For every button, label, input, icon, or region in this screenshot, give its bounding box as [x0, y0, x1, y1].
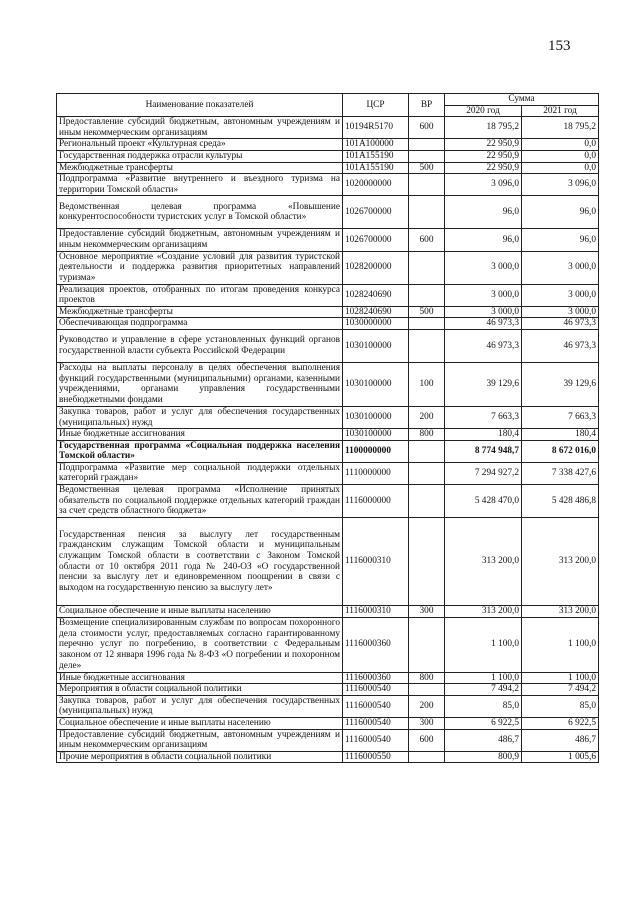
row-csr: 1116000540 [343, 729, 409, 751]
row-amount-2021: 3 096,0 [522, 174, 599, 196]
row-vr: 100 [409, 362, 445, 406]
table-row [57, 485, 599, 518]
row-vr [409, 485, 445, 518]
row-name: Реализация проектов, отобранных по итогам проведения конкурса проектов [57, 284, 343, 306]
row-amount-2021: 0,0 [522, 139, 599, 151]
table-row [57, 196, 599, 229]
row-amount-2021: 7 663,3 [522, 406, 599, 428]
table-row [57, 251, 599, 284]
row-csr: 1028200000 [343, 251, 409, 284]
row-amount-2020: 6 922,5 [445, 718, 522, 730]
row-name: Социальное обеспечение и иные выплаты населению [57, 606, 343, 618]
row-csr: 1116000360 [343, 617, 409, 672]
budget-table [56, 93, 599, 763]
row-vr [409, 196, 445, 229]
row-name: Подпрограмма «Развитие мер социальной поддержки отдельных категорий граждан» [57, 462, 343, 484]
page-number: 153 [548, 38, 571, 54]
row-amount-2020: 3 096,0 [445, 174, 522, 196]
row-name: Государственная поддержка отрасли культуры [57, 150, 343, 162]
row-vr: 500 [409, 306, 445, 318]
row-csr: 10194R5170 [343, 117, 409, 139]
row-name: Ведомственная целевая программа «Исполнение принятых обязательств по социальной поддержке отдельных категорий граждан за счет средств областного бюджета» [57, 485, 343, 518]
row-csr: 1030100000 [343, 406, 409, 428]
row-vr [409, 318, 445, 330]
table-row [57, 695, 599, 717]
row-vr: 200 [409, 695, 445, 717]
table-row [57, 729, 599, 751]
table-row [57, 139, 599, 151]
row-amount-2021: 180,4 [522, 429, 599, 441]
row-name: Руководство и управление в сфере установленных функций органов государственной власти субъекта Российской Федерации [57, 329, 343, 362]
row-amount-2020: 3 000,0 [445, 284, 522, 306]
row-vr: 800 [409, 429, 445, 441]
row-amount-2020: 1 100,0 [445, 617, 522, 672]
row-vr: 600 [409, 117, 445, 139]
row-amount-2021: 96,0 [522, 229, 599, 251]
table-header [57, 94, 599, 117]
row-csr: 1116000360 [343, 672, 409, 684]
row-name: Обеспечивающая подпрограмма [57, 318, 343, 330]
row-amount-2020: 180,4 [445, 429, 522, 441]
row-vr [409, 617, 445, 672]
row-amount-2020: 39 129,6 [445, 362, 522, 406]
row-csr: 1116000540 [343, 684, 409, 696]
row-vr [409, 329, 445, 362]
row-name: Иные бюджетные ассигнования [57, 429, 343, 441]
row-csr: 1110000000 [343, 462, 409, 484]
row-csr: 101A100000 [343, 139, 409, 151]
table-row [57, 518, 599, 606]
table-body [57, 117, 599, 763]
row-name: Расходы на выплаты персоналу в целях обеспечения выполнения функций государственными (муниципальными) органами, казенными учреждениями, органами управления государственными внебюджетными фондами [57, 362, 343, 406]
row-amount-2020: 5 428 470,0 [445, 485, 522, 518]
table-row [57, 462, 599, 484]
table-row [57, 306, 599, 318]
row-amount-2021: 3 000,0 [522, 306, 599, 318]
row-amount-2020: 313 200,0 [445, 518, 522, 606]
row-amount-2020: 22 950,9 [445, 162, 522, 174]
row-amount-2021: 46 973,3 [522, 318, 599, 330]
header-sum: Сумма [445, 94, 599, 106]
row-csr: 1116000540 [343, 718, 409, 730]
row-amount-2021: 85,0 [522, 695, 599, 717]
row-amount-2020: 3 000,0 [445, 306, 522, 318]
row-amount-2021: 18 795,2 [522, 117, 599, 139]
row-csr: 1116000550 [343, 751, 409, 763]
row-vr [409, 751, 445, 763]
row-amount-2020: 800,9 [445, 751, 522, 763]
row-csr: 1020000000 [343, 174, 409, 196]
row-name: Основное мероприятие «Создание условий для развития туристской деятельности и поддержка развития приоритетных направлений туризма» [57, 251, 343, 284]
row-csr: 101A155190 [343, 150, 409, 162]
table-row [57, 751, 599, 763]
row-vr: 600 [409, 729, 445, 751]
row-name: Закупка товаров, работ и услуг для обеспечения государственных (муниципальных) нужд [57, 406, 343, 428]
row-name: Межбюджетные трансферты [57, 306, 343, 318]
row-name: Региональный проект «Культурная среда» [57, 139, 343, 151]
row-vr [409, 251, 445, 284]
row-vr [409, 518, 445, 606]
row-name: Государственная пенсия за выслугу лет государственным гражданским служащим Томской области и муниципальным служащим Томской области в соответствии с Законом Томской области от 10 октября 2011 года № 240-ОЗ «О государственной пенсии за выслугу лет и единовременном поощрении в связи с выходом на государственную пенсию за выслугу лет» [57, 518, 343, 606]
row-csr: 1030100000 [343, 329, 409, 362]
row-vr: 300 [409, 718, 445, 730]
row-amount-2020: 18 795,2 [445, 117, 522, 139]
row-amount-2020: 46 973,3 [445, 329, 522, 362]
table-row [57, 406, 599, 428]
row-vr: 600 [409, 229, 445, 251]
table-row [57, 429, 599, 441]
row-amount-2021: 46 973,3 [522, 329, 599, 362]
row-csr: 1116000310 [343, 606, 409, 618]
row-name: Государственная программа «Социальная поддержка населения Томской области» [57, 440, 343, 462]
header-csr: ЦСР [343, 94, 409, 117]
table-row [57, 318, 599, 330]
row-amount-2021: 313 200,0 [522, 606, 599, 618]
row-csr: 1030000000 [343, 318, 409, 330]
table-row [57, 229, 599, 251]
row-vr: 300 [409, 606, 445, 618]
row-vr: 200 [409, 406, 445, 428]
row-amount-2020: 7 294 927,2 [445, 462, 522, 484]
row-amount-2021: 1 100,0 [522, 617, 599, 672]
row-vr: 500 [409, 162, 445, 174]
table-row [57, 718, 599, 730]
row-vr [409, 440, 445, 462]
row-amount-2020: 7 663,3 [445, 406, 522, 428]
table-row [57, 117, 599, 139]
row-amount-2021: 1 100,0 [522, 672, 599, 684]
row-csr: 1116000000 [343, 485, 409, 518]
row-vr: 800 [409, 672, 445, 684]
row-amount-2020: 313 200,0 [445, 606, 522, 618]
row-vr [409, 284, 445, 306]
row-amount-2020: 3 000,0 [445, 251, 522, 284]
row-amount-2020: 8 774 948,7 [445, 440, 522, 462]
row-amount-2021: 313 200,0 [522, 518, 599, 606]
table-row [57, 672, 599, 684]
row-name: Предоставление субсидий бюджетным, автономным учреждениям и иным некоммерческим организациям [57, 229, 343, 251]
row-vr [409, 684, 445, 696]
row-csr: 1026700000 [343, 229, 409, 251]
table-row [57, 684, 599, 696]
row-csr: 1030100000 [343, 429, 409, 441]
row-name: Ведомственная целевая программа «Повышение конкурентоспособности туристских услуг в Томской области» [57, 196, 343, 229]
row-csr: 1116000310 [343, 518, 409, 606]
table-row [57, 174, 599, 196]
row-name: Межбюджетные трансферты [57, 162, 343, 174]
row-name: Мероприятия в области социальной политики [57, 684, 343, 696]
row-csr: 1100000000 [343, 440, 409, 462]
table-row [57, 440, 599, 462]
row-vr [409, 150, 445, 162]
row-name: Прочие мероприятия в области социальной политики [57, 751, 343, 763]
row-csr: 1116000540 [343, 695, 409, 717]
header-year-2021: 2021 год [522, 105, 599, 117]
row-amount-2021: 96,0 [522, 196, 599, 229]
row-csr: 1028240690 [343, 306, 409, 318]
row-vr [409, 139, 445, 151]
header-vr: ВР [409, 94, 445, 117]
row-amount-2020: 22 950,9 [445, 139, 522, 151]
row-amount-2021: 39 129,6 [522, 362, 599, 406]
row-amount-2021: 3 000,0 [522, 284, 599, 306]
row-amount-2020: 85,0 [445, 695, 522, 717]
row-amount-2020: 96,0 [445, 196, 522, 229]
row-amount-2021: 8 672 016,0 [522, 440, 599, 462]
table-row [57, 162, 599, 174]
row-amount-2021: 0,0 [522, 150, 599, 162]
row-name: Иные бюджетные ассигнования [57, 672, 343, 684]
row-csr: 1026700000 [343, 196, 409, 229]
row-name: Возмещение специализированным службам по вопросам похоронного дела стоимости услуг, предоставляемых согласно гарантированному перечню услуг по погребению, в соответствии с Федеральным законом от 12 января 1996 года № 8-ФЗ «О погребении и похоронном деле» [57, 617, 343, 672]
row-csr: 1028240690 [343, 284, 409, 306]
row-amount-2021: 3 000,0 [522, 251, 599, 284]
row-amount-2020: 486,7 [445, 729, 522, 751]
table-row [57, 617, 599, 672]
row-name: Предоставление субсидий бюджетным, автономным учреждениям и иным некоммерческим организациям [57, 729, 343, 751]
row-amount-2021: 486,7 [522, 729, 599, 751]
row-amount-2020: 96,0 [445, 229, 522, 251]
row-amount-2020: 7 494,2 [445, 684, 522, 696]
row-name: Предоставление субсидий бюджетным, автономным учреждениям и иным некоммерческим организациям [57, 117, 343, 139]
header-name: Наименование показателей [57, 94, 343, 117]
row-name: Подпрограмма «Развитие внутреннего и въездного туризма на территории Томской области» [57, 174, 343, 196]
row-csr: 101A155190 [343, 162, 409, 174]
header-year-2020: 2020 год [445, 105, 522, 117]
row-amount-2021: 7 494,2 [522, 684, 599, 696]
row-csr: 1030100000 [343, 362, 409, 406]
row-amount-2021: 5 428 486,8 [522, 485, 599, 518]
row-name: Социальное обеспечение и иные выплаты населению [57, 718, 343, 730]
row-amount-2021: 0,0 [522, 162, 599, 174]
row-amount-2021: 7 338 427,6 [522, 462, 599, 484]
row-amount-2021: 1 005,6 [522, 751, 599, 763]
table-row [57, 284, 599, 306]
row-vr [409, 174, 445, 196]
row-amount-2021: 6 922,5 [522, 718, 599, 730]
row-vr [409, 462, 445, 484]
row-name: Закупка товаров, работ и услуг для обеспечения государственных (муниципальных) нужд [57, 695, 343, 717]
table-row [57, 606, 599, 618]
table-row [57, 362, 599, 406]
row-amount-2020: 46 973,3 [445, 318, 522, 330]
table-row [57, 150, 599, 162]
table-row [57, 329, 599, 362]
row-amount-2020: 22 950,9 [445, 150, 522, 162]
row-amount-2020: 1 100,0 [445, 672, 522, 684]
